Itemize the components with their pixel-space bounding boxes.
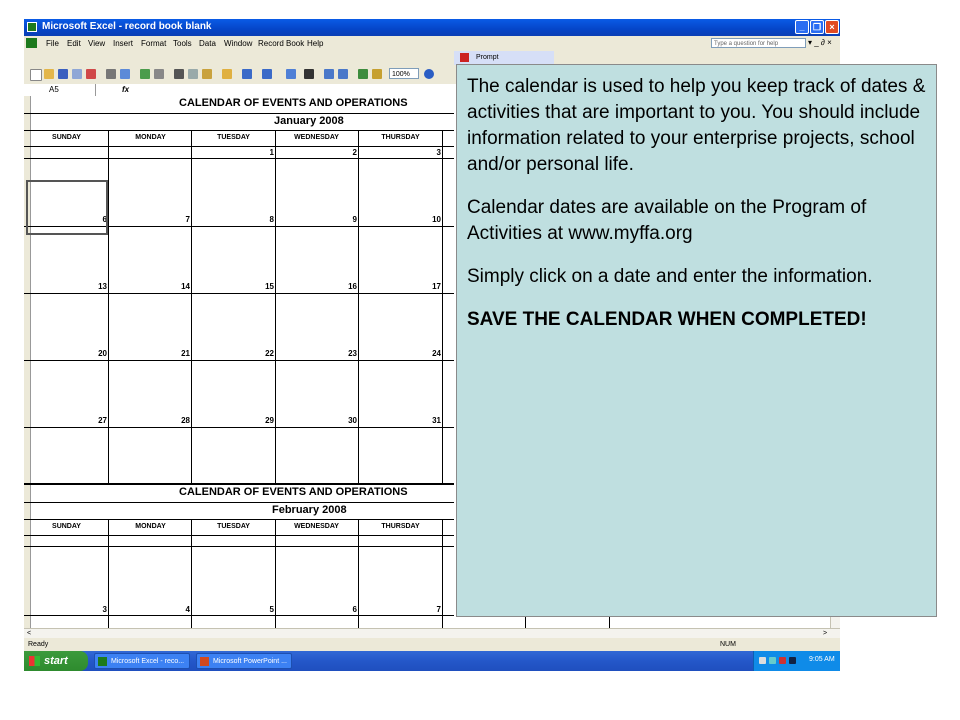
date-cell[interactable]: 29 — [265, 416, 274, 425]
date-cell[interactable]: 15 — [265, 282, 274, 291]
divider — [24, 502, 454, 503]
selected-cell[interactable] — [26, 180, 108, 235]
help-icon[interactable] — [424, 69, 434, 79]
divider — [24, 293, 454, 294]
day-header-monday: MONDAY — [135, 134, 166, 141]
format-painter-icon[interactable] — [222, 69, 232, 79]
grid-line — [275, 519, 276, 628]
grid-line — [191, 519, 192, 628]
tray-icon[interactable] — [779, 657, 786, 664]
grid-line — [442, 130, 443, 483]
maximize-button[interactable]: ❐ — [810, 20, 824, 34]
ask-question-input[interactable]: Type a question for help — [711, 38, 806, 48]
day-header-wednesday: WEDNESDAY — [294, 523, 339, 530]
grid-line — [108, 519, 109, 628]
drawing-icon[interactable] — [372, 69, 382, 79]
date-cell[interactable]: 23 — [348, 349, 357, 358]
chart-wizard-icon[interactable] — [358, 69, 368, 79]
taskbar-item-excel[interactable] — [94, 653, 190, 669]
date-cell[interactable]: 28 — [181, 416, 190, 425]
menu-format[interactable]: Format — [141, 39, 167, 48]
autosum-icon[interactable] — [304, 69, 314, 79]
taskbar-item-label: Microsoft Excel - reco... — [111, 658, 185, 665]
minimize-button[interactable]: _ — [795, 20, 809, 34]
instruction-paragraph: Calendar dates are available on the Program of Activities at www.myffa.org — [467, 197, 867, 244]
research-icon[interactable] — [154, 69, 164, 79]
date-cell[interactable]: 6 — [352, 605, 357, 614]
date-cell[interactable]: 2 — [352, 148, 357, 157]
date-cell[interactable]: 20 — [98, 349, 107, 358]
window-title: Microsoft Excel - record book blank — [42, 21, 212, 32]
grid-line — [191, 130, 192, 483]
scroll-right-icon[interactable]: > — [822, 630, 828, 637]
divider — [24, 535, 454, 536]
grid-line — [108, 130, 109, 483]
instruction-save-reminder: SAVE THE CALENDAR WHEN COMPLETED! — [467, 309, 867, 330]
undo-icon[interactable] — [242, 69, 252, 79]
task-pane-label: Prompt — [476, 54, 499, 61]
menu-file[interactable]: File — [46, 39, 59, 48]
day-header-wednesday: WEDNESDAY — [294, 134, 339, 141]
date-cell[interactable]: 9 — [352, 215, 357, 224]
pdf-icon — [460, 53, 469, 62]
menu-record-book[interactable]: Record Book — [258, 39, 305, 48]
tray-icon[interactable] — [769, 657, 776, 664]
day-header-tuesday: TUESDAY — [217, 523, 250, 530]
date-cell[interactable]: 17 — [432, 282, 441, 291]
divider — [24, 427, 454, 428]
menu-tools[interactable]: Tools — [173, 39, 192, 48]
date-cell[interactable]: 1 — [269, 148, 274, 157]
menu-data[interactable]: Data — [199, 39, 216, 48]
close-button[interactable]: × — [825, 20, 839, 34]
day-header-sunday: SUNDAY — [52, 523, 81, 530]
divider — [24, 483, 454, 485]
day-header-thursday: THURSDAY — [381, 523, 420, 530]
document-window-controls[interactable]: ▾ _ ∂ × — [808, 38, 832, 47]
date-cell[interactable]: 6 — [102, 215, 107, 224]
date-cell[interactable]: 14 — [181, 282, 190, 291]
date-cell[interactable]: 8 — [269, 215, 274, 224]
date-cell[interactable]: 3 — [436, 148, 441, 157]
calendar-header-february: CALENDAR OF EVENTS AND OPERATIONS — [179, 486, 408, 498]
menu-edit[interactable]: Edit — [67, 39, 81, 48]
name-box[interactable]: A5 — [24, 84, 96, 96]
redo-icon[interactable] — [262, 69, 272, 79]
standard-toolbar — [24, 65, 464, 85]
document-icon[interactable] — [26, 38, 37, 48]
start-label: start — [44, 655, 68, 667]
insert-function-icon[interactable]: fx — [122, 85, 130, 94]
divider — [24, 546, 454, 547]
open-icon[interactable] — [44, 69, 54, 79]
powerpoint-icon — [200, 657, 209, 666]
date-cell[interactable]: 13 — [98, 282, 107, 291]
grid-line — [275, 130, 276, 483]
date-cell[interactable]: 24 — [432, 349, 441, 358]
day-header-sunday: SUNDAY — [52, 134, 81, 141]
divider — [24, 519, 454, 520]
day-header-monday: MONDAY — [135, 523, 166, 530]
date-cell[interactable]: 10 — [432, 215, 441, 224]
num-lock-indicator: NUM — [720, 641, 736, 648]
task-pane-header[interactable] — [454, 51, 554, 65]
email-icon[interactable] — [86, 69, 96, 79]
date-cell[interactable]: 5 — [269, 605, 274, 614]
system-clock: 9:05 AM — [809, 656, 835, 663]
zoom-select[interactable]: 100% — [389, 68, 419, 79]
day-header-tuesday: TUESDAY — [217, 134, 250, 141]
sort-ascending-icon[interactable] — [324, 69, 334, 79]
taskbar-item-label: Microsoft PowerPoint ... — [213, 658, 287, 665]
start-button[interactable] — [24, 651, 88, 671]
menu-bar — [24, 36, 840, 51]
divider — [24, 360, 454, 361]
scroll-left-icon[interactable]: < — [26, 630, 32, 637]
spelling-icon[interactable] — [140, 69, 150, 79]
divider — [24, 113, 454, 114]
menu-window[interactable]: Window — [224, 39, 253, 48]
date-cell[interactable]: 7 — [436, 605, 441, 614]
grid-line — [358, 130, 359, 483]
month-title-february: February 2008 — [272, 504, 347, 516]
instruction-paragraph: Simply click on a date and enter the information. — [467, 266, 873, 287]
divider — [24, 158, 454, 159]
hyperlink-icon[interactable] — [286, 69, 296, 79]
save-icon[interactable] — [58, 69, 68, 79]
month-title-january: January 2008 — [274, 115, 344, 127]
permission-icon[interactable] — [72, 69, 82, 79]
menu-insert[interactable]: Insert — [113, 39, 134, 48]
tray-icon[interactable] — [759, 657, 766, 664]
status-bar — [24, 638, 840, 651]
grid-line — [358, 519, 359, 628]
status-ready: Ready — [28, 641, 49, 648]
date-cell[interactable]: 3 — [102, 605, 107, 614]
print-preview-icon[interactable] — [120, 69, 130, 79]
date-cell[interactable]: 27 — [98, 416, 107, 425]
tray-icon[interactable] — [789, 657, 796, 664]
window-title-bar[interactable] — [24, 19, 840, 36]
date-cell[interactable]: 31 — [432, 416, 441, 425]
menu-help[interactable]: Help — [307, 39, 324, 48]
instruction-callout — [456, 64, 937, 617]
new-icon[interactable] — [30, 69, 42, 81]
excel-icon — [98, 657, 107, 666]
date-cell[interactable]: 7 — [185, 215, 190, 224]
taskbar-item-powerpoint[interactable] — [196, 653, 292, 669]
sort-descending-icon[interactable] — [338, 69, 348, 79]
date-cell[interactable]: 4 — [185, 605, 190, 614]
print-icon[interactable] — [106, 69, 116, 79]
row-header-strip — [24, 96, 31, 628]
cut-icon[interactable] — [174, 69, 184, 79]
system-tray — [753, 651, 840, 671]
copy-icon[interactable] — [188, 69, 198, 79]
windows-logo-icon — [29, 656, 40, 666]
menu-view[interactable]: View — [88, 39, 106, 48]
grid-line — [442, 519, 443, 628]
instruction-paragraph: The calendar is used to help you keep track of dates & activities that are important to you. You should include information related to your enterprise projects, school and/or personal life. — [467, 76, 926, 175]
divider — [24, 146, 454, 147]
date-cell[interactable]: 30 — [348, 416, 357, 425]
windows-taskbar — [24, 651, 840, 671]
divider — [24, 130, 454, 131]
paste-icon[interactable] — [202, 69, 212, 79]
date-cell[interactable]: 21 — [181, 349, 190, 358]
date-cell[interactable]: 22 — [265, 349, 274, 358]
divider — [24, 615, 454, 616]
calendar-header-january: CALENDAR OF EVENTS AND OPERATIONS — [179, 97, 408, 109]
excel-app-icon — [27, 22, 37, 32]
day-header-thursday: THURSDAY — [381, 134, 420, 141]
date-cell[interactable]: 16 — [348, 282, 357, 291]
